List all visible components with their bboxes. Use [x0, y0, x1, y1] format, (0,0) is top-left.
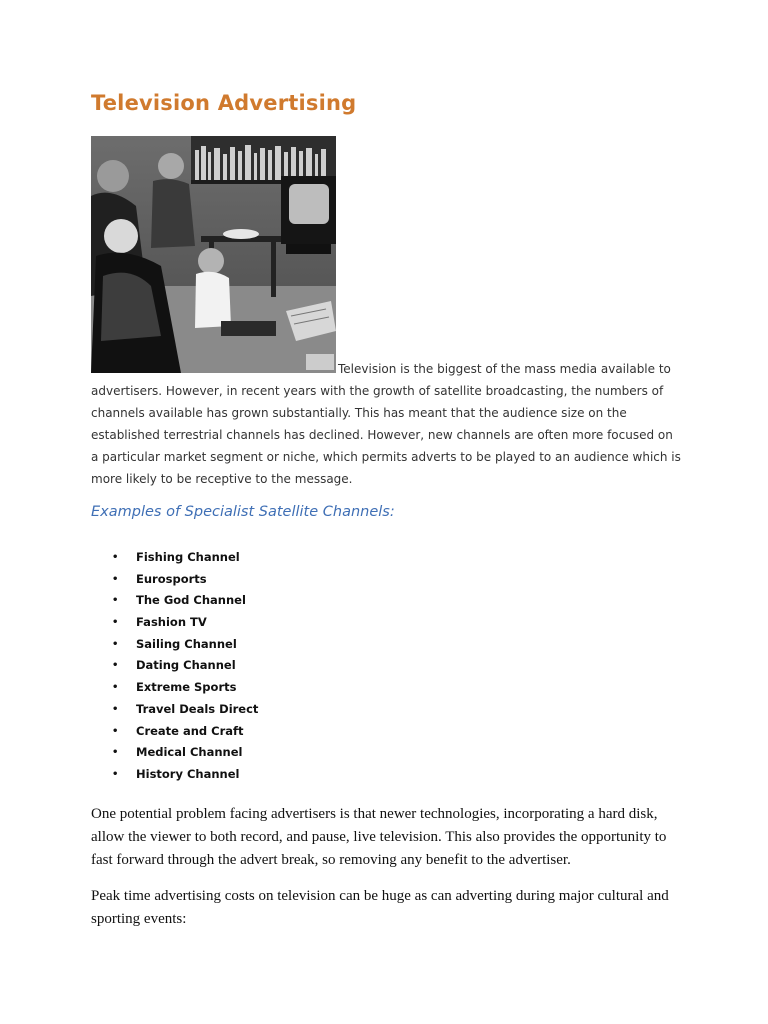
bullet-icon: • [112, 660, 119, 672]
channel-label: Fishing Channel [136, 550, 240, 564]
channel-label: Travel Deals Direct [136, 701, 259, 716]
channel-label: Fashion TV [136, 615, 207, 630]
bullet-icon: • [112, 617, 119, 629]
photo-illustration [91, 136, 336, 373]
intro-paragraph: Television is the biggest of the mass media available to advertisers. However, in recent years with the growth of satellite broadcasting, the numbers of channels available has grown substantially. This has meant that the audience size on the established terrestrial channels has declined. However, new channels are often more focused on a particular market segment or niche, which permits adverts to be played to an audience which is more likely to be receptive to the message. [91, 362, 681, 486]
channel-label: The God Channel [136, 593, 246, 608]
bullet-icon: • [112, 595, 119, 607]
bullet-icon: • [112, 725, 119, 737]
bullet-icon: • [112, 747, 119, 759]
bullet-icon: • [112, 768, 119, 780]
bullet-icon: • [112, 682, 119, 694]
bullet-icon: • [112, 573, 119, 585]
channel-label: Dating Channel [136, 658, 236, 673]
channel-label: Create and Craft [136, 723, 244, 738]
page-title: Television Advertising [91, 91, 357, 115]
body-paragraph-technology: One potential problem facing advertisers is that newer technologies, incorporating a hard disk, allow the viewer to both record, and pause, live television. This also provides the opportunity to fast forward through the advert break, so removing any benefit to the advertiser. [91, 806, 667, 868]
channel-label: Sailing Channel [136, 636, 237, 651]
bullet-icon: • [112, 552, 119, 563]
section-subheading: Examples of Specialist Satellite Channels: [91, 504, 395, 520]
family-watching-tv-photo [91, 136, 336, 373]
body-paragraph-costs: Peak time advertising costs on television can be huge as can adverting during major cultural and sporting events: [91, 888, 669, 927]
channel-label: Eurosports [136, 571, 207, 586]
bullet-icon: • [112, 638, 119, 650]
channel-label: Extreme Sports [136, 680, 237, 695]
bullet-icon: • [112, 703, 119, 715]
channel-label: History Channel [136, 766, 240, 781]
channel-label: Medical Channel [136, 745, 243, 760]
